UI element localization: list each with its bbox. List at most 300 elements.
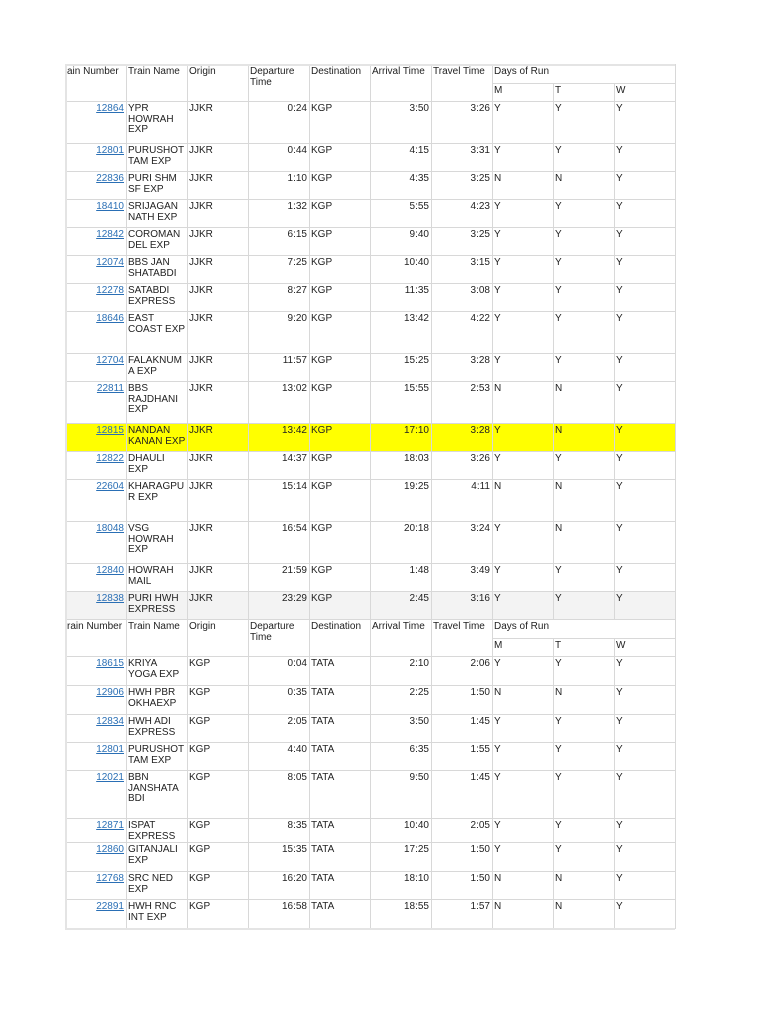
travel-time-cell: 1:50	[432, 843, 493, 872]
travel-time-cell: 4:23	[432, 200, 493, 228]
train-name-cell: EAST COAST EXP	[127, 312, 188, 354]
departure-cell: 14:37	[249, 452, 310, 480]
train-number-link[interactable]: 12906	[96, 687, 124, 698]
destination-cell: KGP	[310, 228, 371, 256]
day-m-cell: Y	[493, 354, 554, 382]
train-name-cell: KHARAGPU R EXP	[127, 480, 188, 522]
day-m-cell: Y	[493, 200, 554, 228]
train-name-cell: VSG HOWRAH EXP	[127, 522, 188, 564]
departure-cell: 8:05	[249, 771, 310, 819]
departure-cell: 13:42	[249, 424, 310, 452]
departure-cell: 11:57	[249, 354, 310, 382]
day-w-cell: Y	[615, 819, 676, 843]
departure-cell: 0:35	[249, 686, 310, 715]
train-number-link[interactable]: 12768	[96, 873, 124, 884]
train-number-link[interactable]: 12834	[96, 716, 124, 727]
train-name-cell: BBN JANSHATA BDI	[127, 771, 188, 819]
table-row	[66, 522, 676, 564]
train-name-cell: HWH ADI EXPRESS	[127, 715, 188, 743]
train-number-link[interactable]: 12838	[96, 593, 124, 604]
day-w-cell: Y	[615, 715, 676, 743]
table-row	[66, 228, 676, 256]
train-name-cell: SATABDI EXPRESS	[127, 284, 188, 312]
day-t-cell: Y	[554, 743, 615, 771]
train-number-link[interactable]: 12801	[96, 744, 124, 755]
day-t-cell: Y	[554, 771, 615, 819]
origin-cell: JJKR	[188, 172, 249, 200]
train-number-cell	[66, 144, 127, 172]
train-number-cell	[66, 284, 127, 312]
train-number-link[interactable]: 12074	[96, 257, 124, 268]
origin-cell: JJKR	[188, 284, 249, 312]
table-row	[66, 382, 676, 424]
train-name-cell: ISPAT EXPRESS	[127, 819, 188, 843]
day-w-cell: Y	[615, 102, 676, 144]
day-w-cell: Y	[615, 522, 676, 564]
day-t-header: T	[554, 84, 615, 102]
train-number-link[interactable]: 12864	[96, 103, 124, 114]
train-number-cell	[66, 771, 127, 819]
train-number-link[interactable]: 22811	[96, 383, 124, 394]
table-row	[66, 480, 676, 522]
departure-cell: 1:10	[249, 172, 310, 200]
destination-cell: TATA	[310, 900, 371, 929]
arrival-cell: 2:10	[371, 657, 432, 686]
day-t-cell: N	[554, 900, 615, 929]
origin-cell: JJKR	[188, 228, 249, 256]
origin-cell: KGP	[188, 771, 249, 819]
train-number-link[interactable]: 12801	[96, 145, 124, 156]
day-w-cell: Y	[615, 200, 676, 228]
day-m-cell: Y	[493, 228, 554, 256]
arrival-cell: 18:55	[371, 900, 432, 929]
departure-cell: 2:05	[249, 715, 310, 743]
origin-cell: JJKR	[188, 480, 249, 522]
days-of-run-header: Days of Run	[493, 620, 676, 639]
origin-cell: KGP	[188, 843, 249, 872]
train-name-cell: KRIYA YOGA EXP	[127, 657, 188, 686]
train-number-cell	[66, 200, 127, 228]
train-name-cell: COROMAN DEL EXP	[127, 228, 188, 256]
table-row	[66, 256, 676, 284]
destination-cell: KGP	[310, 452, 371, 480]
train-name-cell: HOWRAH MAIL	[127, 564, 188, 592]
travel-time-header: Travel Time	[432, 620, 493, 657]
header-row	[66, 620, 676, 639]
travel-time-cell: 3:26	[432, 102, 493, 144]
travel-time-cell: 3:31	[432, 144, 493, 172]
arrival-cell: 9:50	[371, 771, 432, 819]
day-m-cell: Y	[493, 256, 554, 284]
travel-time-cell: 1:45	[432, 771, 493, 819]
train-number-cell	[66, 102, 127, 144]
travel-time-cell: 3:28	[432, 354, 493, 382]
arrival-cell: 18:10	[371, 872, 432, 900]
table-row	[66, 715, 676, 743]
table-row	[66, 819, 676, 843]
train-number-cell	[66, 228, 127, 256]
arrival-cell: 20:18	[371, 522, 432, 564]
departure-header: Departure Time	[249, 620, 310, 657]
day-w-cell: Y	[615, 743, 676, 771]
departure-cell: 8:27	[249, 284, 310, 312]
travel-time-cell: 3:49	[432, 564, 493, 592]
travel-time-cell: 4:22	[432, 312, 493, 354]
departure-cell: 16:58	[249, 900, 310, 929]
day-w-cell: Y	[615, 686, 676, 715]
arrival-cell: 5:55	[371, 200, 432, 228]
day-m-cell: Y	[493, 771, 554, 819]
destination-cell: KGP	[310, 382, 371, 424]
train-name-header: Train Name	[127, 65, 188, 102]
destination-header: Destination	[310, 620, 371, 657]
destination-cell: KGP	[310, 592, 371, 620]
day-m-cell: Y	[493, 144, 554, 172]
arrival-cell: 17:10	[371, 424, 432, 452]
origin-cell: KGP	[188, 900, 249, 929]
travel-time-cell: 3:25	[432, 228, 493, 256]
day-m-cell: Y	[493, 522, 554, 564]
table-row	[66, 312, 676, 354]
arrival-cell: 3:50	[371, 715, 432, 743]
day-m-header: M	[493, 639, 554, 657]
day-t-cell: Y	[554, 843, 615, 872]
day-w-cell: Y	[615, 354, 676, 382]
day-w-cell: Y	[615, 424, 676, 452]
day-w-cell: Y	[615, 284, 676, 312]
day-w-cell: Y	[615, 843, 676, 872]
origin-cell: JJKR	[188, 382, 249, 424]
train-number-link[interactable]: 12822	[96, 453, 124, 464]
table-body	[66, 65, 676, 929]
train-number-cell	[66, 172, 127, 200]
day-w-cell: Y	[615, 771, 676, 819]
table-row	[66, 452, 676, 480]
destination-cell: TATA	[310, 743, 371, 771]
day-m-cell: N	[493, 480, 554, 522]
day-m-cell: Y	[493, 564, 554, 592]
day-t-cell: Y	[554, 592, 615, 620]
train-number-link[interactable]: 18410	[96, 201, 124, 212]
day-m-cell: Y	[493, 102, 554, 144]
destination-cell: TATA	[310, 686, 371, 715]
day-t-header: T	[554, 639, 615, 657]
arrival-cell: 2:45	[371, 592, 432, 620]
day-t-cell: N	[554, 172, 615, 200]
train-name-cell: PURUSHOT TAM EXP	[127, 743, 188, 771]
travel-time-cell: 3:25	[432, 172, 493, 200]
day-m-header: M	[493, 84, 554, 102]
day-w-cell: Y	[615, 256, 676, 284]
train-number-cell	[66, 256, 127, 284]
departure-header: Departure Time	[249, 65, 310, 102]
spreadsheet	[65, 64, 675, 929]
day-m-cell: Y	[493, 843, 554, 872]
day-t-cell: Y	[554, 452, 615, 480]
train-number-cell	[66, 657, 127, 686]
origin-cell: JJKR	[188, 424, 249, 452]
day-w-cell: Y	[615, 312, 676, 354]
departure-cell: 1:32	[249, 200, 310, 228]
day-m-cell: N	[493, 900, 554, 929]
destination-cell: KGP	[310, 522, 371, 564]
train-name-cell: HWH RNC INT EXP	[127, 900, 188, 929]
train-name-cell: BBS JAN SHATABDI	[127, 256, 188, 284]
day-w-cell: Y	[615, 172, 676, 200]
travel-time-header: Travel Time	[432, 65, 493, 102]
train-name-cell: SRC NED EXP	[127, 872, 188, 900]
arrival-cell: 17:25	[371, 843, 432, 872]
train-name-cell: SRIJAGAN NATH EXP	[127, 200, 188, 228]
origin-cell: KGP	[188, 715, 249, 743]
day-t-cell: N	[554, 522, 615, 564]
day-w-header: W	[615, 639, 676, 657]
train-number-cell	[66, 900, 127, 929]
table-row	[66, 102, 676, 144]
travel-time-cell: 2:06	[432, 657, 493, 686]
origin-cell: JJKR	[188, 592, 249, 620]
day-t-cell: Y	[554, 200, 615, 228]
day-w-cell: Y	[615, 872, 676, 900]
travel-time-cell: 1:45	[432, 715, 493, 743]
table-row	[66, 900, 676, 929]
departure-cell: 7:25	[249, 256, 310, 284]
train-name-cell: GITANJALI EXP	[127, 843, 188, 872]
table-row	[66, 564, 676, 592]
day-t-cell: Y	[554, 256, 615, 284]
departure-cell: 0:04	[249, 657, 310, 686]
origin-cell: JJKR	[188, 200, 249, 228]
train-number-link[interactable]: 12704	[96, 355, 124, 366]
origin-cell: JJKR	[188, 312, 249, 354]
destination-cell: KGP	[310, 424, 371, 452]
departure-cell: 15:14	[249, 480, 310, 522]
origin-cell: JJKR	[188, 452, 249, 480]
departure-cell: 23:29	[249, 592, 310, 620]
train-number-link[interactable]: 22604	[96, 481, 124, 492]
train-name-cell: YPR HOWRAH EXP	[127, 102, 188, 144]
arrival-cell: 10:40	[371, 819, 432, 843]
destination-cell: KGP	[310, 102, 371, 144]
day-m-cell: N	[493, 382, 554, 424]
day-m-cell: N	[493, 872, 554, 900]
train-number-header: ain Number	[66, 65, 127, 102]
travel-time-cell: 3:24	[432, 522, 493, 564]
origin-cell: KGP	[188, 657, 249, 686]
table-row	[66, 424, 676, 452]
day-w-cell: Y	[615, 452, 676, 480]
origin-cell: JJKR	[188, 564, 249, 592]
arrival-cell: 1:48	[371, 564, 432, 592]
day-t-cell: Y	[554, 715, 615, 743]
day-t-cell: Y	[554, 354, 615, 382]
arrival-header: Arrival Time	[371, 65, 432, 102]
arrival-cell: 9:40	[371, 228, 432, 256]
table-row	[66, 354, 676, 382]
day-t-cell: N	[554, 480, 615, 522]
train-number-cell	[66, 592, 127, 620]
travel-time-cell: 3:28	[432, 424, 493, 452]
day-m-cell: Y	[493, 819, 554, 843]
train-number-link[interactable]: 18615	[96, 658, 124, 669]
train-number-cell	[66, 743, 127, 771]
day-m-cell: Y	[493, 312, 554, 354]
origin-cell: KGP	[188, 872, 249, 900]
day-w-cell: Y	[615, 900, 676, 929]
train-number-cell	[66, 480, 127, 522]
destination-cell: TATA	[310, 657, 371, 686]
day-t-cell: Y	[554, 564, 615, 592]
arrival-cell: 11:35	[371, 284, 432, 312]
destination-cell: TATA	[310, 872, 371, 900]
train-number-link[interactable]: 18048	[96, 523, 124, 534]
train-name-header: Train Name	[127, 620, 188, 657]
table-row	[66, 592, 676, 620]
departure-cell: 4:40	[249, 743, 310, 771]
table-row	[66, 200, 676, 228]
train-number-link[interactable]: 22836	[96, 173, 124, 184]
train-number-cell	[66, 715, 127, 743]
destination-cell: KGP	[310, 564, 371, 592]
arrival-cell: 10:40	[371, 256, 432, 284]
arrival-cell: 2:25	[371, 686, 432, 715]
table-row	[66, 172, 676, 200]
travel-time-cell: 3:08	[432, 284, 493, 312]
train-number-cell	[66, 354, 127, 382]
train-name-cell: BBS RAJDHANI EXP	[127, 382, 188, 424]
day-m-cell: Y	[493, 424, 554, 452]
table-row	[66, 843, 676, 872]
day-w-cell: Y	[615, 382, 676, 424]
day-t-cell: N	[554, 382, 615, 424]
origin-cell: JJKR	[188, 144, 249, 172]
train-number-link[interactable]: 12871	[96, 820, 124, 831]
day-t-cell: N	[554, 686, 615, 715]
day-m-cell: Y	[493, 657, 554, 686]
train-number-cell	[66, 452, 127, 480]
travel-time-cell: 3:15	[432, 256, 493, 284]
day-t-cell: Y	[554, 144, 615, 172]
table-row	[66, 657, 676, 686]
train-name-cell: FALAKNUM A EXP	[127, 354, 188, 382]
train-number-link[interactable]: 12278	[96, 285, 124, 296]
day-w-cell: Y	[615, 657, 676, 686]
destination-cell: TATA	[310, 819, 371, 843]
train-number-link[interactable]: 12842	[96, 229, 124, 240]
destination-cell: TATA	[310, 771, 371, 819]
day-w-cell: Y	[615, 228, 676, 256]
travel-time-cell: 1:50	[432, 872, 493, 900]
day-t-cell: Y	[554, 312, 615, 354]
train-name-cell: PURI SHM SF EXP	[127, 172, 188, 200]
origin-header: Origin	[188, 65, 249, 102]
departure-cell: 16:20	[249, 872, 310, 900]
departure-cell: 13:02	[249, 382, 310, 424]
train-schedule-table	[65, 64, 676, 929]
departure-cell: 16:54	[249, 522, 310, 564]
arrival-cell: 19:25	[371, 480, 432, 522]
departure-cell: 9:20	[249, 312, 310, 354]
train-number-cell	[66, 312, 127, 354]
arrival-cell: 4:15	[371, 144, 432, 172]
arrival-cell: 18:03	[371, 452, 432, 480]
origin-cell: JJKR	[188, 102, 249, 144]
arrival-cell: 3:50	[371, 102, 432, 144]
day-m-cell: Y	[493, 452, 554, 480]
table-row	[66, 284, 676, 312]
destination-cell: KGP	[310, 172, 371, 200]
day-w-header: W	[615, 84, 676, 102]
destination-cell: TATA	[310, 843, 371, 872]
travel-time-cell: 2:05	[432, 819, 493, 843]
train-number-link[interactable]: 12840	[96, 565, 124, 576]
train-number-link[interactable]: 12815	[96, 425, 124, 436]
day-m-cell: Y	[493, 592, 554, 620]
arrival-header: Arrival Time	[371, 620, 432, 657]
day-m-cell: N	[493, 686, 554, 715]
arrival-cell: 15:25	[371, 354, 432, 382]
day-t-cell: Y	[554, 228, 615, 256]
day-m-cell: N	[493, 172, 554, 200]
day-m-cell: Y	[493, 715, 554, 743]
travel-time-cell: 1:57	[432, 900, 493, 929]
origin-cell: KGP	[188, 819, 249, 843]
arrival-cell: 6:35	[371, 743, 432, 771]
destination-cell: KGP	[310, 256, 371, 284]
origin-cell: JJKR	[188, 522, 249, 564]
destination-cell: KGP	[310, 284, 371, 312]
destination-cell: KGP	[310, 312, 371, 354]
departure-cell: 0:24	[249, 102, 310, 144]
train-number-cell	[66, 424, 127, 452]
train-number-link[interactable]: 12021	[96, 772, 124, 783]
day-w-cell: Y	[615, 592, 676, 620]
train-number-header: rain Number	[66, 620, 127, 657]
table-row	[66, 686, 676, 715]
train-name-cell: PURUSHOT TAM EXP	[127, 144, 188, 172]
header-row	[66, 65, 676, 84]
train-number-link[interactable]: 22891	[96, 901, 124, 912]
table-row	[66, 743, 676, 771]
day-t-cell: Y	[554, 102, 615, 144]
train-number-link[interactable]: 18646	[96, 313, 124, 324]
departure-cell: 15:35	[249, 843, 310, 872]
table-row	[66, 771, 676, 819]
train-name-cell: DHAULI EXP	[127, 452, 188, 480]
train-name-cell: PURI HWH EXPRESS	[127, 592, 188, 620]
day-m-cell: Y	[493, 743, 554, 771]
arrival-cell: 4:35	[371, 172, 432, 200]
train-number-cell	[66, 564, 127, 592]
train-number-cell	[66, 382, 127, 424]
travel-time-cell: 3:16	[432, 592, 493, 620]
origin-cell: KGP	[188, 686, 249, 715]
train-number-cell	[66, 872, 127, 900]
day-t-cell: Y	[554, 819, 615, 843]
day-w-cell: Y	[615, 480, 676, 522]
table-row	[66, 872, 676, 900]
destination-cell: KGP	[310, 354, 371, 382]
departure-cell: 8:35	[249, 819, 310, 843]
train-name-cell: HWH PBR OKHAEXP	[127, 686, 188, 715]
travel-time-cell: 2:53	[432, 382, 493, 424]
departure-cell: 6:15	[249, 228, 310, 256]
day-t-cell: Y	[554, 284, 615, 312]
day-m-cell: Y	[493, 284, 554, 312]
day-t-cell: N	[554, 424, 615, 452]
train-number-link[interactable]: 12860	[96, 844, 124, 855]
arrival-cell: 15:55	[371, 382, 432, 424]
